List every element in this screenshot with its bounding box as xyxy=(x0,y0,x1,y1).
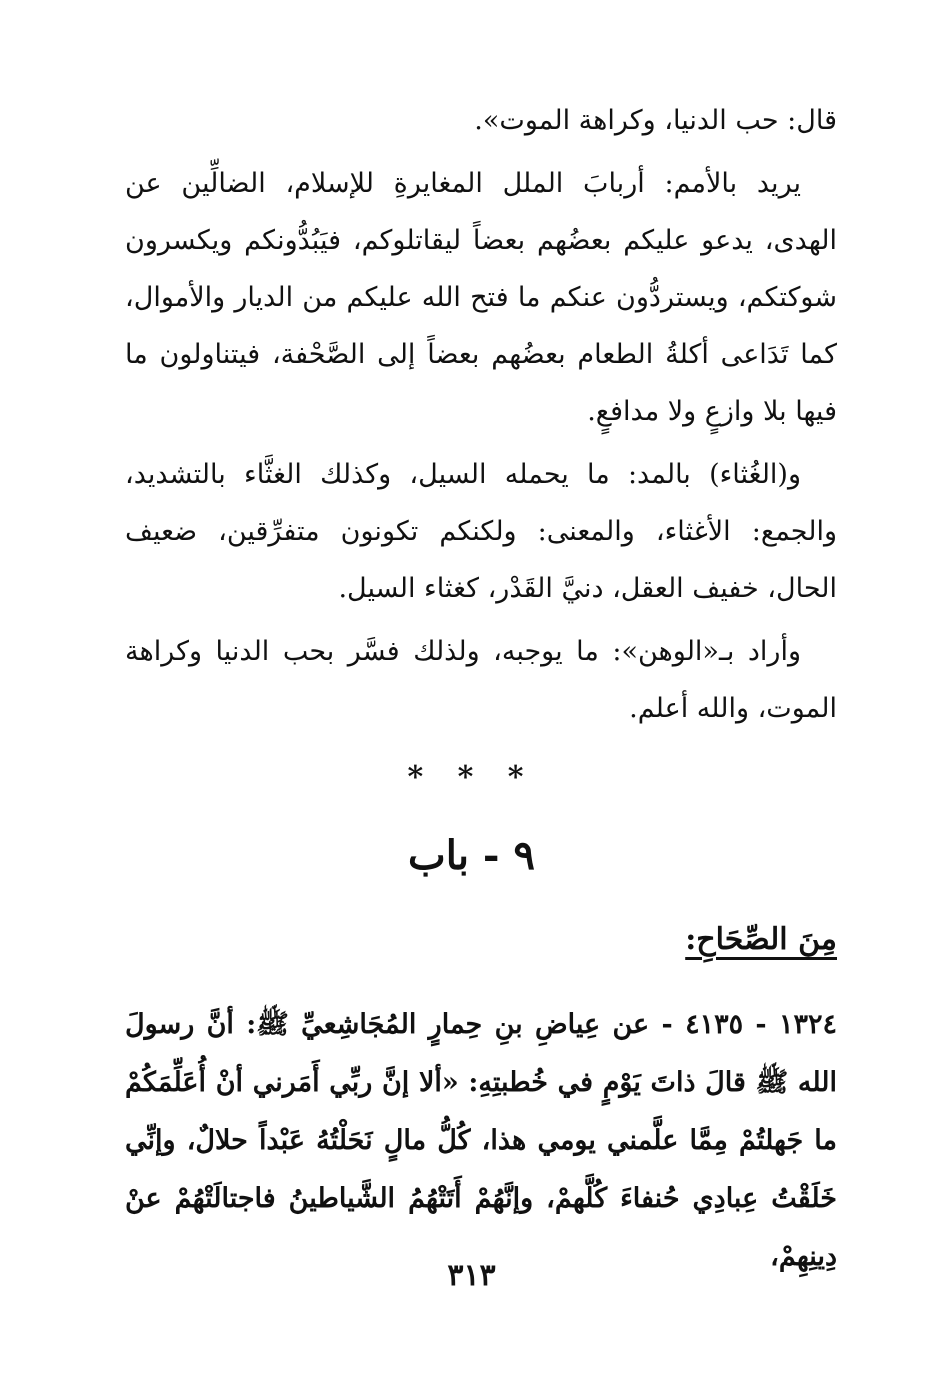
paragraph-4: وأراد بـ«الوهن»: ما يوجبه، ولذلك فسَّر بحب الدنيا وكراهة الموت، والله أعلم. xyxy=(125,636,837,724)
section-separator: * * * xyxy=(407,760,536,795)
hadith-text: ١٣٢٤ - ٤١٣٥ - عن عِياضِ بنِ حِمارٍ المُجَاشِعيِّ ﷺ: أنَّ رسولَ الله ﷺ قالَ ذاتَ يَوْمٍ في خُطبتِهِ: «ألا إنَّ ربِّي أَمَرني أنْ أُعَلِّمَكُمْ ما جَهلتُمْ مِمَّا علَّمني يومي هذا، كُلُّ مالٍ نَحَلْتُهُ عَبْداً حلالٌ، وإنِّي خَلَقْتُ عِبادِي حُنفاءَ كُلَّهمْ، وإنَّهُمْ أَتَتْهُمُ الشَّياطينُ فاجتالَتْهُمْ عنْ دِينِهِمْ، xyxy=(125,1009,837,1272)
page-number: ٣١٣ xyxy=(447,1258,496,1293)
paragraph-2: يريد بالأمم: أربابَ الملل المغايرةِ للإسلام، الضالِّين عن الهدى، يدعو عليكم بعضُهم بعضاً ليقاتلوكم، فيَبُدُّونكم ويكسرون شوكتكم، ويستردُّون عنكم ما فتح الله عليكم من الديار والأموال، كما تَدَاعى أكلةُ الطعام بعضُهم بعضاً إلى الصَّحْفة، فيتناولون ما فيها بلا وازعٍ ولا مدافعٍ. xyxy=(125,168,837,427)
chapter-title: ٩ - باب xyxy=(408,832,535,879)
paragraph-3: و(الغُثاء) بالمد: ما يحمله السيل، وكذلك الغثَّاء بالتشديد، والجمع: الأغثاء، والمعنى: ولكنكم تكونون متفرِّقين، ضعيف الحال، خفيف العقل، دنيَّ القَدْر، كغثاء السيل. xyxy=(125,459,837,604)
paragraph-1: قال: حب الدنيا، وكراهة الموت». xyxy=(474,105,837,136)
section-label: مِنَ الصِّحَاحِ: xyxy=(685,922,837,957)
commentary-text xyxy=(125,92,837,743)
